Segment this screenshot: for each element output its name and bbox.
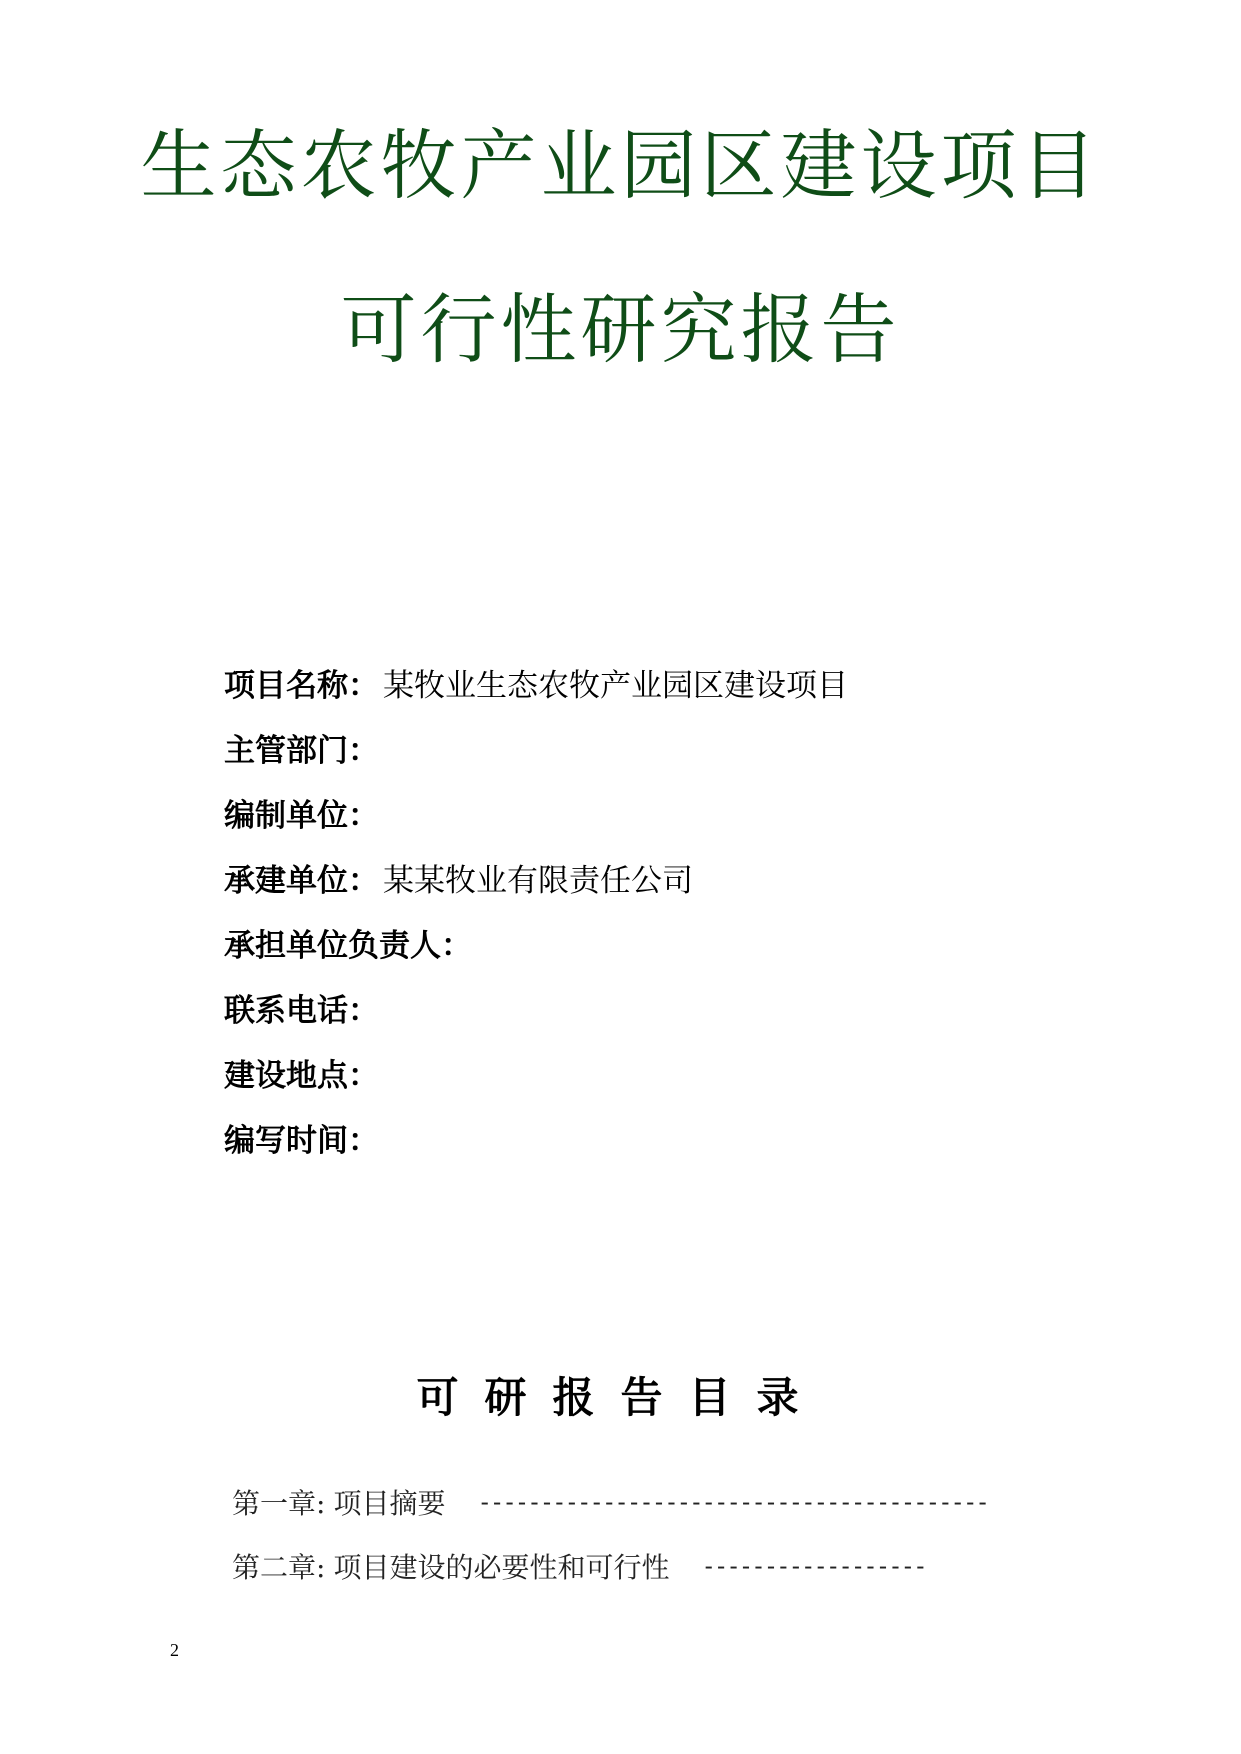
info-value: 某牧业生态农牧产业园区建设项目 (383, 668, 848, 704)
toc-title: 项目建设的必要性和可行性 (333, 1551, 670, 1584)
info-label: 主管部门： (224, 733, 379, 769)
toc-item[interactable] (232, 1470, 1032, 1534)
info-row-responsible-person (224, 910, 1124, 975)
report-title-line-1: 生态农牧产业园区建设项目 (140, 121, 1101, 210)
table-of-contents (232, 1470, 1032, 1598)
toc-item[interactable] (232, 1534, 1032, 1598)
info-row-writing-date (224, 1105, 1124, 1170)
info-row-compiling-unit (224, 780, 1124, 845)
toc-chapter: 第二章: (232, 1551, 326, 1584)
info-label: 承建单位： (224, 863, 379, 899)
info-label: 联系电话： (224, 993, 379, 1029)
page-number: 2 (170, 1640, 179, 1660)
info-label: 项目名称： (224, 668, 379, 704)
report-title-line-2: 可行性研究报告 (340, 285, 901, 374)
info-label: 承担单位负责人： (224, 928, 472, 964)
toc-title: 项目摘要 (333, 1487, 446, 1520)
info-row-phone (224, 975, 1124, 1040)
info-label: 编写时间： (224, 1123, 379, 1159)
project-info-block (224, 650, 1124, 1170)
info-row-project-name (224, 650, 1124, 715)
toc-heading: 可研报告目录 (416, 1373, 825, 1422)
toc-leader: ------------------ (701, 1552, 926, 1580)
info-row-construction-unit (224, 845, 1124, 910)
info-label: 编制单位： (224, 798, 379, 834)
info-value: 某某牧业有限责任公司 (383, 863, 693, 899)
toc-chapter: 第一章: (232, 1487, 326, 1520)
info-label: 建设地点： (224, 1058, 379, 1094)
info-row-location (224, 1040, 1124, 1105)
info-row-supervising-dept (224, 715, 1124, 780)
toc-leader: ----------------------------------------- (477, 1488, 988, 1516)
